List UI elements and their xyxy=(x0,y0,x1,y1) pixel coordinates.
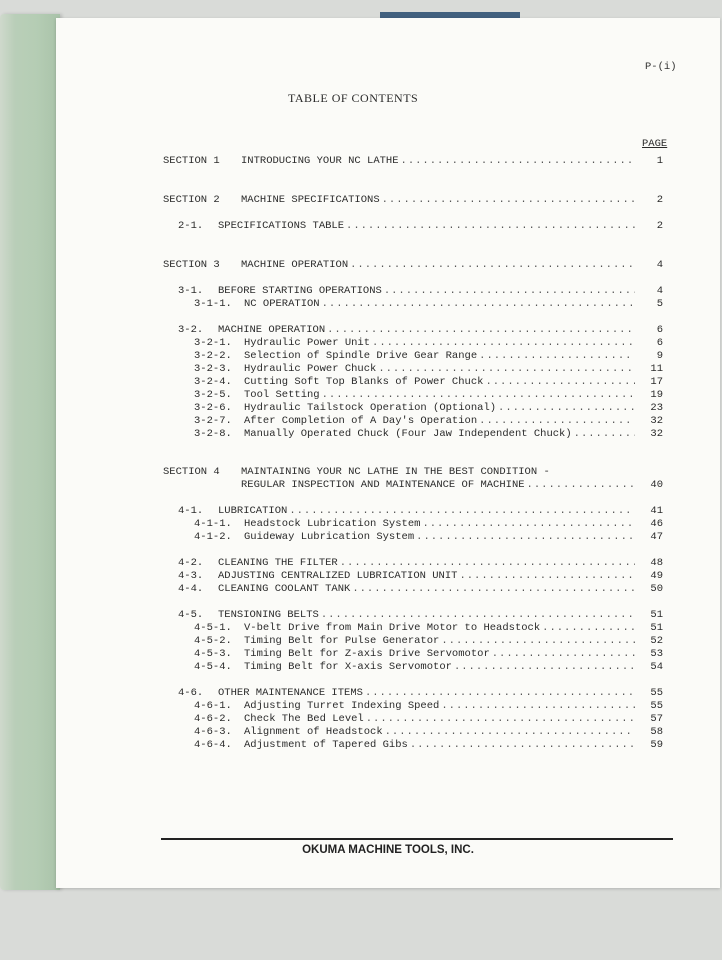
entry-page: 1 xyxy=(656,155,663,167)
toc-entry-4-3 xyxy=(178,570,663,583)
entry-label: REGULAR INSPECTION AND MAINTENANCE OF MACHINE xyxy=(241,479,525,491)
entry-page: 40 xyxy=(650,479,663,491)
entry-number: 3-2. xyxy=(178,324,204,336)
entry-label: MACHINE OPERATION xyxy=(241,259,349,271)
entry-label: MACHINE OPERATION xyxy=(218,324,326,336)
entry-label: Hydraulic Power Unit xyxy=(244,337,371,349)
toc-entry-section-4-cont xyxy=(241,479,663,492)
entry-number: 4-6. xyxy=(178,687,204,699)
toc-entry-4-5-2 xyxy=(194,635,663,648)
entry-number: 4-1. xyxy=(178,505,204,517)
entry-label: Check The Bed Level xyxy=(244,713,364,725)
entry-page: 47 xyxy=(650,531,663,543)
toc-entry-section-2 xyxy=(163,194,663,207)
entry-label: CLEANING COOLANT TANK xyxy=(218,583,351,595)
toc-entry-3-2-8 xyxy=(194,428,663,441)
entry-number: 4-1-2. xyxy=(194,531,232,543)
toc-entry-3-2-5 xyxy=(194,389,663,402)
footer-rule xyxy=(161,838,673,840)
toc-entry-4-1 xyxy=(178,505,663,518)
entry-number: 3-2-1. xyxy=(194,337,232,349)
entry-page: 4 xyxy=(656,285,663,297)
entry-number: 4-6-2. xyxy=(194,713,232,725)
entry-number: 4-3. xyxy=(178,570,204,582)
entry-page: 23 xyxy=(650,402,663,414)
entry-number: 4-5-4. xyxy=(194,661,232,673)
entry-page: 57 xyxy=(650,713,663,725)
entry-label: Guideway Lubrication System xyxy=(244,531,415,543)
entry-number: 4-4. xyxy=(178,583,204,595)
entry-page: 48 xyxy=(650,557,663,569)
entry-page: 55 xyxy=(650,687,663,699)
entry-page: 59 xyxy=(650,739,663,751)
entry-label: Adjustment of Tapered Gibs xyxy=(244,739,408,751)
entry-page: 11 xyxy=(650,363,663,375)
entry-page: 32 xyxy=(650,428,663,440)
entry-label: Alignment of Headstock xyxy=(244,726,383,738)
entry-number: SECTION 2 xyxy=(163,194,220,206)
entry-label: After Completion of A Day's Operation xyxy=(244,415,478,427)
entry-label: MAINTAINING YOUR NC LATHE IN THE BEST CONDITION - xyxy=(241,466,550,478)
toc-entry-section-1 xyxy=(163,155,663,168)
toc-entry-4-1-2 xyxy=(194,531,663,544)
entry-number: 4-5. xyxy=(178,609,204,621)
toc-entry-3-2-7 xyxy=(194,415,663,428)
entry-number: 4-5-3. xyxy=(194,648,232,660)
entry-label: Hydraulic Power Chuck xyxy=(244,363,377,375)
entry-number: 4-5-2. xyxy=(194,635,232,647)
toc-entry-4-1-1 xyxy=(194,518,663,531)
entry-label: Manually Operated Chuck (Four Jaw Independent Chuck) xyxy=(244,428,572,440)
page-title: TABLE OF CONTENTS xyxy=(288,91,419,105)
entry-page: 41 xyxy=(650,505,663,517)
entry-page: 51 xyxy=(650,609,663,621)
entry-label: NC OPERATION xyxy=(244,298,320,310)
page-number: P-(i) xyxy=(645,61,677,73)
entry-page: 52 xyxy=(650,635,663,647)
entry-page: 55 xyxy=(650,700,663,712)
toc-entry-4-6-2 xyxy=(194,713,663,726)
entry-number: 3-2-3. xyxy=(194,363,232,375)
entry-label: Hydraulic Tailstock Operation (Optional) xyxy=(244,402,497,414)
toc-entry-3-2-1 xyxy=(194,337,663,350)
entry-label: LUBRICATION xyxy=(218,505,288,517)
entry-number: 2-1. xyxy=(178,220,204,232)
toc-entry-3-2-3 xyxy=(194,363,663,376)
toc-entry-4-5-3 xyxy=(194,648,663,661)
entry-label: Adjusting Turret Indexing Speed xyxy=(244,700,440,712)
footer-company: OKUMA MACHINE TOOLS, INC. xyxy=(302,844,474,856)
toc-entry-3-2-4 xyxy=(194,376,663,389)
entry-number: 3-1-1. xyxy=(194,298,232,310)
toc-entry-4-5 xyxy=(178,609,663,622)
toc-entry-4-5-1 xyxy=(194,622,663,635)
page-column-heading: PAGE xyxy=(642,138,668,150)
entry-number: 3-2-4. xyxy=(194,376,232,388)
entry-page: 2 xyxy=(656,220,663,232)
toc-entry-4-6-1 xyxy=(194,700,663,713)
document-page xyxy=(56,18,720,888)
entry-label: Timing Belt for Z-axis Drive Servomotor xyxy=(244,648,490,660)
entry-page: 6 xyxy=(656,337,663,349)
entry-label: Timing Belt for X-axis Servomotor xyxy=(244,661,452,673)
entry-number: SECTION 1 xyxy=(163,155,220,167)
entry-number: 4-2. xyxy=(178,557,204,569)
toc-entry-3-2-2 xyxy=(194,350,663,363)
entry-page: 19 xyxy=(650,389,663,401)
entry-number: SECTION 4 xyxy=(163,466,220,478)
toc-entry-section-3 xyxy=(163,259,663,272)
entry-number: 4-1-1. xyxy=(194,518,232,530)
toc-entry-4-2 xyxy=(178,557,663,570)
entry-number: 3-1. xyxy=(178,285,204,297)
entry-label: OTHER MAINTENANCE ITEMS xyxy=(218,687,363,699)
entry-label: Tool Setting xyxy=(244,389,320,401)
entry-number: 4-5-1. xyxy=(194,622,232,634)
entry-page: 58 xyxy=(650,726,663,738)
entry-page: 50 xyxy=(650,583,663,595)
book-binding xyxy=(0,14,60,890)
toc-entry-3-2-6 xyxy=(194,402,663,415)
entry-number: 3-2-7. xyxy=(194,415,232,427)
entry-page: 32 xyxy=(650,415,663,427)
entry-page: 53 xyxy=(650,648,663,660)
entry-page: 51 xyxy=(650,622,663,634)
entry-number: 3-2-5. xyxy=(194,389,232,401)
toc-entry-section-4 xyxy=(163,466,663,479)
entry-label: Headstock Lubrication System xyxy=(244,518,421,530)
entry-number: 3-2-8. xyxy=(194,428,232,440)
entry-page: 9 xyxy=(656,350,663,362)
entry-label: SPECIFICATIONS TABLE xyxy=(218,220,345,232)
entry-label: BEFORE STARTING OPERATIONS xyxy=(218,285,382,297)
toc-entry-3-1 xyxy=(178,285,663,298)
entry-page: 4 xyxy=(656,259,663,271)
toc-entry-4-6 xyxy=(178,687,663,700)
entry-label: ADJUSTING CENTRALIZED LUBRICATION UNIT xyxy=(218,570,458,582)
entry-number: SECTION 3 xyxy=(163,259,220,271)
toc-entry-3-2 xyxy=(178,324,663,337)
entry-label: INTRODUCING YOUR NC LATHE xyxy=(241,155,399,167)
entry-number: 3-2-2. xyxy=(194,350,232,362)
toc-entry-3-1-1 xyxy=(194,298,663,311)
toc-entry-4-6-4 xyxy=(194,739,663,752)
toc-entry-4-4 xyxy=(178,583,663,596)
entry-number: 4-6-1. xyxy=(194,700,232,712)
entry-number: 4-6-4. xyxy=(194,739,232,751)
entry-label: Selection of Spindle Drive Gear Range xyxy=(244,350,478,362)
entry-number: 4-6-3. xyxy=(194,726,232,738)
entry-page: 2 xyxy=(656,194,663,206)
entry-label: TENSIONING BELTS xyxy=(218,609,319,621)
entry-page: 5 xyxy=(656,298,663,310)
entry-label: Timing Belt for Pulse Generator xyxy=(244,635,440,647)
toc-entry-2-1 xyxy=(178,220,663,233)
entry-label: V-belt Drive from Main Drive Motor to Headstock xyxy=(244,622,541,634)
entry-page: 17 xyxy=(650,376,663,388)
entry-page: 54 xyxy=(650,661,663,673)
entry-page: 46 xyxy=(650,518,663,530)
entry-label: CLEANING THE FILTER xyxy=(218,557,338,569)
toc-entry-4-6-3 xyxy=(194,726,663,739)
entry-page: 49 xyxy=(650,570,663,582)
entry-number: 3-2-6. xyxy=(194,402,232,414)
entry-label: Cutting Soft Top Blanks of Power Chuck xyxy=(244,376,484,388)
entry-page: 6 xyxy=(656,324,663,336)
toc-entry-4-5-4 xyxy=(194,661,663,674)
entry-label: MACHINE SPECIFICATIONS xyxy=(241,194,380,206)
